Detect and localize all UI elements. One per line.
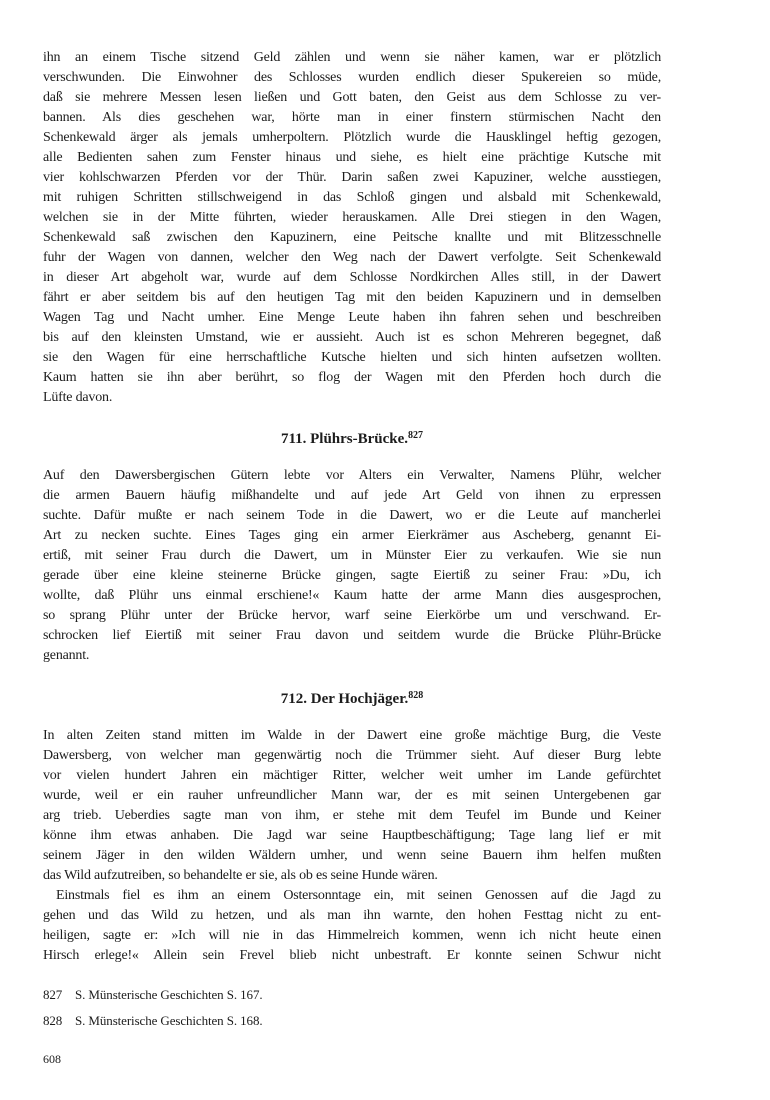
text-line: Einstmals fiel es ihm an einem Ostersonntage ein, mit seinen Genossen auf die Jagd zu [56, 888, 661, 903]
text-line: In alten Zeiten stand mitten im Walde in der Dawert eine große mächtige Burg, die Veste [43, 728, 661, 743]
text-line: ihn an einem Tische sitzend Geld zählen und wenn sie näher kamen, war er plötzlich [43, 50, 661, 65]
footnote-828-number: 828 [43, 1013, 63, 1028]
section-712-paragraph-2 [43, 886, 661, 966]
section-711-heading-text: 711. Plührs-Brücke. [280, 431, 409, 447]
text-line: könne ihm etwas anhaben. Die Jagd war seine Hauptbeschäftigung; Tage lang lief er mit [43, 828, 661, 843]
text-line: Auf den Dawersbergischen Gütern lebte vor Alters ein Verwalter, Namens Plühr, welcher [43, 468, 661, 483]
footnotes-block [43, 982, 661, 1034]
text-line: Art zu necken suchte. Eines Tages ging ein armer Eierkrämer aus Ascheberg, genannt Ei- [43, 528, 661, 543]
section-712-heading [43, 689, 661, 709]
footnote-827 [43, 982, 661, 1008]
footnote-828 [43, 1008, 661, 1034]
text-line: vor vielen hundert Jahren ein mächtiger Ritter, welcher weit umher im Lande gefürchtet [43, 768, 661, 783]
text-line: Dawersberg, von welcher man gegenwärtig noch die Trümmer sieht. Auf dieser Burg lebte [43, 748, 661, 763]
text-line: ertiß, mit seiner Frau durch die Dawert, um in Münster Eier zu verkaufen. Wie sie nun [43, 548, 661, 563]
text-line: heiligen, sagte er: »Ich will nie in das Himmelreich kommen, wenn ich nicht heute einen [43, 928, 661, 943]
footnote-827-text: S. Münsterische Geschichten S. 167. [75, 987, 263, 1002]
text-line: verschwunden. Die Einwohner des Schlosses wurden endlich dieser Spukereien so müde, [43, 70, 661, 85]
text-line: so sprang Plühr unter der Brücke hervor, warf seine Eierkörbe um und verschwand. Er- [43, 608, 661, 623]
section-712-footnote-ref: 828 [408, 690, 424, 701]
footnote-828-text: S. Münsterische Geschichten S. 168. [75, 1013, 263, 1028]
text-line: daß sie mehrere Messen lesen ließen und Gott baten, den Geist aus dem Schlosse zu ver- [43, 90, 661, 105]
section-712-heading-text: 712. Der Hochjäger. [280, 691, 409, 707]
intro-paragraph [43, 48, 661, 408]
text-line: alle Bedienten sahen zum Fenster hinaus und siehe, es hielt eine prächtige Kutsche mit [43, 150, 661, 165]
section-711-footnote-ref: 827 [408, 430, 424, 441]
text-line: fährt er aber seitdem bis auf den heutigen Tag mit den beiden Kapuzinern und in demselben [43, 290, 661, 305]
section-712-paragraph-1 [43, 726, 661, 886]
text-line: mit ruhigen Schritten stillschweigend in das Schloß gingen und alsbald mit Schenkewald, [43, 190, 661, 205]
text-line: das Wild aufzutreiben, so behandelte er sie, als ob es seine Hunde wären. [43, 868, 438, 883]
page-number: 608 [43, 1052, 61, 1066]
text-line: Lüfte davon. [43, 390, 113, 405]
section-711-paragraph [43, 466, 661, 666]
text-line: genannt. [43, 648, 90, 663]
text-line: gehen und das Wild zu hetzen, und als man ihn warnte, den hohen Festtag nicht zu ent- [43, 908, 661, 923]
text-line: gerade über eine kleine steinerne Brücke gingen, sagte Eiertiß zu seiner Frau: »Du, ich [43, 568, 661, 583]
text-line: arg trieb. Ueberdies sagte man von ihm, er stehe mit dem Teufel im Bunde und Keiner [43, 808, 661, 823]
text-line: wollte, daß Plühr uns einmal erschiene!« Kaum hatte der arme Mann dies ausgesprochen, [43, 588, 661, 603]
text-line: welchen sie in der Mitte führten, wieder herauskamen. Alle Drei stiegen in den Wagen, [43, 210, 661, 225]
text-line: schrocken lief Eiertiß mit seiner Frau davon und seitdem wurde die Brücke Plühr-Brücke [43, 628, 661, 643]
text-line: die armen Bauern häufig mißhandelte und auf jede Art Geld von ihnen zu erpressen [43, 488, 661, 503]
text-line: fuhr der Wagen von dannen, welcher den Weg nach der Dawert verfolgte. Seit Schenkewald [43, 250, 661, 265]
text-line: in dieser Art abgeholt war, wurde auf dem Schlosse Nordkirchen Alles still, in der Dawert [43, 270, 661, 285]
text-line: bis auf den kleinsten Umstand, wie er aussieht. Auch ist es schon Mehreren begegnet, daß [43, 330, 661, 345]
text-line: bannen. Als dies geschehen war, hörte man in einer finstern stürmischen Nacht den [43, 110, 661, 125]
text-line: Kaum hatten sie ihn aber berührt, so flog der Wagen mit den Pferden hoch durch die [43, 370, 661, 385]
text-line: vier kohlschwarzen Pferden vor der Thür. Darin saßen zwei Kapuziner, welche ausstiegen, [43, 170, 661, 185]
text-line: Schenkewald ärger als jemals umherpoltern. Plötzlich wurde die Hausklingel heftig gezogen, [43, 130, 661, 145]
footnote-827-number: 827 [43, 987, 63, 1002]
section-711-heading [43, 429, 661, 449]
text-line: Schenkewald saß zwischen den Kapuzinern, eine Peitsche knallte und mit Blitzesschnelle [43, 230, 661, 245]
text-line: Hirsch erlege!« Allein sein Frevel blieb nicht unbestraft. Er konnte seinen Schwur nicht [43, 948, 661, 963]
text-line: seinem Jäger in den wilden Wäldern umher, und wenn seine Bauern ihm helfen mußten [43, 848, 661, 863]
text-line: wurde, weil er ein rauher unfreundlicher Mann war, der es mit seinen Untergebenen gar [43, 788, 661, 803]
text-line: Wagen Tag und Nacht umher. Eine Menge Leute haben ihn fahren sehen und beschreiben [43, 310, 661, 325]
text-line: suchte. Dafür mußte er nach seinem Tode in die Dawert, wo er die Leute auf mancherlei [43, 508, 661, 523]
text-line: sie den Wagen für eine herrschaftliche Kutsche hielten und sich hinten aufsetzen wollten. [43, 350, 661, 365]
